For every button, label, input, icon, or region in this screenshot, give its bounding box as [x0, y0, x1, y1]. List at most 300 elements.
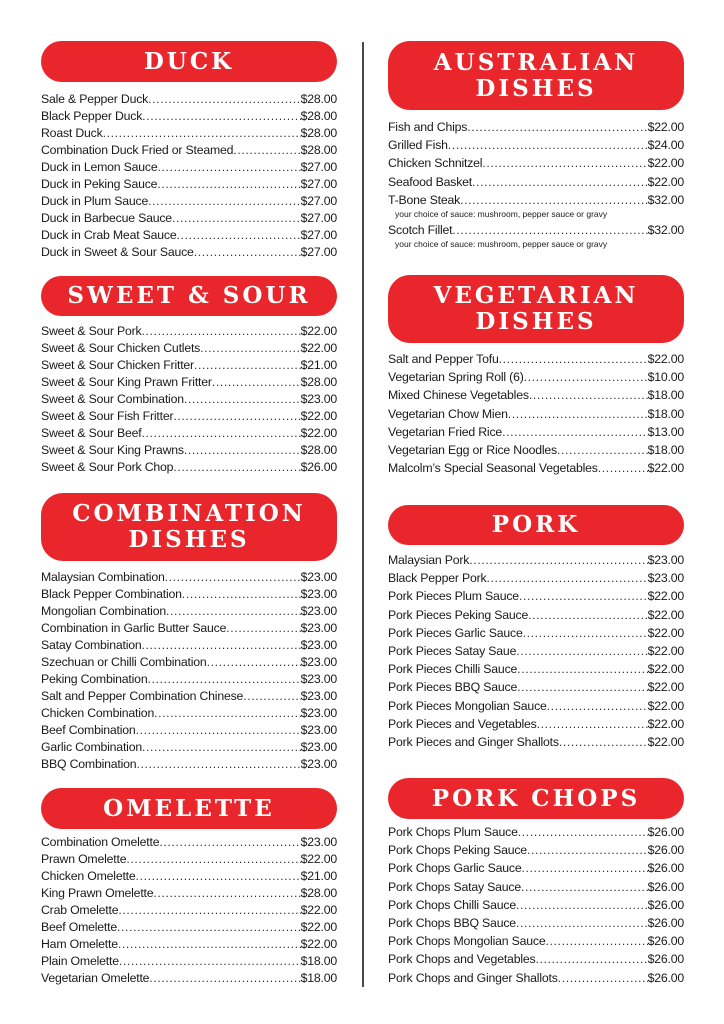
item-name: Black Pepper Combination: [41, 587, 182, 601]
dot-leader: [184, 442, 301, 459]
item-name: Duck in Sweet & Sour Sauce: [41, 245, 194, 259]
item-price: $22.00: [647, 698, 684, 713]
dot-leader: [233, 142, 300, 159]
item-price: $28.00: [300, 92, 337, 106]
menu-item: [41, 357, 337, 374]
menu-item: [388, 191, 684, 209]
menu-item: [41, 739, 337, 756]
item-name: Pork Chops BBQ Sauce: [388, 915, 516, 930]
menu-item: [388, 386, 684, 404]
item-price: $28.00: [300, 109, 337, 123]
item-price: $22.00: [647, 174, 684, 189]
section-banner-pork: [388, 505, 684, 545]
menu-item: [388, 823, 684, 841]
dot-leader: [212, 374, 301, 391]
dot-leader: [537, 715, 648, 733]
dot-leader: [226, 620, 300, 637]
item-list: [388, 350, 684, 477]
menu-item: [41, 408, 337, 425]
item-price: $18.00: [647, 388, 684, 403]
item-name: Pork Chops and Ginger Shallots: [388, 970, 558, 985]
dot-leader: [103, 125, 301, 142]
item-price: $23.00: [647, 571, 684, 586]
item-name: Vegetarian Omelette: [41, 971, 150, 985]
dot-leader: [207, 654, 301, 671]
menu-item: [41, 953, 337, 970]
menu-item: [388, 606, 684, 624]
item-name: Sweet & Sour Pork: [41, 324, 142, 338]
menu-item: [388, 841, 684, 859]
section-title: AUSTRALIAN: [433, 48, 639, 76]
dot-leader: [172, 210, 301, 227]
menu-item: [388, 914, 684, 932]
item-name: Ham Omelette: [41, 937, 118, 951]
item-name: Black Pepper Duck: [41, 109, 143, 123]
item-name: Sweet & Sour Chicken Fritter: [41, 358, 194, 372]
dot-leader: [184, 391, 301, 408]
dot-leader: [136, 722, 301, 739]
item-name: Satay Combination: [41, 638, 142, 652]
item-name: Salt and Pepper Tofu: [388, 352, 499, 366]
item-name: Black Pepper Pork: [388, 571, 487, 586]
item-price: $23.00: [300, 570, 337, 584]
item-price: $22.00: [300, 920, 337, 934]
item-name: Pork Chops Peking Sauce: [388, 843, 527, 858]
item-price: $21.00: [300, 358, 337, 372]
dot-leader: [558, 969, 648, 987]
menu-item: [41, 722, 337, 739]
item-name: Pork Pieces Chilli Sauce: [388, 662, 518, 677]
item-price: $22.00: [300, 324, 337, 338]
menu-item: [41, 210, 337, 227]
dot-leader: [472, 173, 648, 191]
section-banner-sweet-sour: [41, 276, 337, 316]
menu-item: [388, 660, 684, 678]
item-price: $32.00: [647, 192, 684, 207]
item-name: Duck in Crab Meat Sauce: [41, 228, 177, 242]
menu-item: [41, 108, 337, 125]
column-divider: [362, 42, 364, 987]
menu-item: [41, 91, 337, 108]
dot-leader: [142, 323, 301, 340]
menu-item: [41, 159, 337, 176]
section-title: VEGETARIAN: [433, 282, 639, 309]
item-price: $23.00: [300, 587, 337, 601]
menu-item: [388, 896, 684, 914]
item-name: Roast Duck: [41, 126, 103, 140]
item-price: $26.00: [300, 460, 337, 474]
item-price: $27.00: [300, 160, 337, 174]
item-name: Plain Omelette: [41, 954, 119, 968]
dot-leader: [546, 932, 648, 950]
item-name: King Prawn Omelette: [41, 886, 154, 900]
item-name: Duck in Peking Sauce: [41, 177, 158, 191]
item-price: $21.00: [300, 869, 337, 883]
section-banner-omelette: [41, 788, 337, 829]
menu-item: [41, 425, 337, 442]
item-price: $27.00: [300, 245, 337, 259]
item-name: Vegetarian Egg or Rice Noodles: [388, 442, 557, 457]
item-list: [41, 834, 337, 987]
item-name: Chicken Combination: [41, 706, 155, 720]
item-price: $22.00: [647, 607, 684, 622]
item-price: $26.00: [647, 970, 684, 985]
dot-leader: [516, 896, 648, 914]
item-name: Vegetarian Chow Mien: [388, 406, 508, 421]
menu-item: [41, 637, 337, 654]
item-price: $26.00: [647, 934, 684, 949]
menu-item: [41, 834, 337, 851]
dot-leader: [142, 739, 301, 756]
menu-item: [388, 697, 684, 715]
item-price: $26.00: [647, 843, 684, 858]
item-list: [41, 323, 337, 476]
section-title: SWEET & SOUR: [67, 282, 311, 309]
item-name: Prawn Omelette: [41, 852, 127, 866]
item-price: $28.00: [300, 443, 337, 457]
section-duck: [41, 41, 337, 261]
menu-item: [41, 193, 337, 210]
item-price: $22.00: [647, 716, 684, 731]
section-pork-chops: [388, 778, 684, 987]
dot-leader: [148, 91, 300, 108]
item-price: $22.00: [647, 461, 684, 476]
dot-leader: [119, 953, 301, 970]
item-name: Peking Combination: [41, 672, 148, 686]
item-price: $27.00: [300, 194, 337, 208]
menu-item: [388, 715, 684, 733]
dot-leader: [126, 851, 300, 868]
item-name: Malaysian Combination: [41, 570, 165, 584]
menu-item: [41, 374, 337, 391]
item-price: $28.00: [300, 886, 337, 900]
item-name: Malaysian Pork: [388, 553, 470, 567]
dot-leader: [118, 936, 301, 953]
item-price: $22.00: [647, 734, 684, 749]
menu-item: [41, 620, 337, 637]
item-price: $23.00: [300, 723, 337, 737]
item-price: $26.00: [647, 825, 684, 839]
menu-item: [41, 688, 337, 705]
menu-item: [388, 441, 684, 459]
menu-item: [41, 654, 337, 671]
dot-leader: [118, 902, 300, 919]
item-name: Duck in Barbecue Sauce: [41, 211, 172, 225]
section-banner-pork-chops: [388, 778, 684, 819]
section-title: DISHES: [475, 308, 597, 335]
item-price: $28.00: [300, 375, 337, 389]
section-omelette: [41, 788, 337, 987]
dot-leader: [528, 606, 647, 624]
section-title: DUCK: [143, 47, 235, 75]
dot-leader: [521, 878, 648, 896]
menu-item: [388, 642, 684, 660]
dot-leader: [557, 441, 648, 459]
item-name: Sweet & Sour Chicken Cutlets: [41, 341, 201, 355]
item-price: $18.00: [647, 442, 684, 457]
dot-leader: [154, 705, 300, 722]
section-sweet-sour: [41, 276, 337, 476]
menu-item: [41, 176, 337, 193]
menu-item: [41, 902, 337, 919]
item-price: $23.00: [300, 672, 337, 686]
item-name: Beef Omelette: [41, 920, 118, 934]
item-price: $22.00: [647, 643, 684, 658]
menu-item: [388, 678, 684, 696]
item-price: $18.00: [300, 954, 337, 968]
item-name: Pork Pieces Plum Sauce: [388, 589, 519, 604]
item-name: Fish and Chips: [388, 120, 468, 134]
section-pork: [388, 505, 684, 751]
item-name: Pork Pieces and Vegetables: [388, 716, 537, 731]
item-price: $13.00: [647, 424, 684, 439]
dot-leader: [182, 586, 301, 603]
dot-leader: [166, 603, 301, 620]
item-name: Crab Omelette: [41, 903, 119, 917]
item-price: $22.00: [300, 852, 337, 866]
menu-item: [41, 936, 337, 953]
menu-item: [41, 705, 337, 722]
item-name: Scotch Fillet: [388, 222, 453, 237]
menu-item: [41, 569, 337, 586]
dot-leader: [147, 671, 300, 688]
dot-leader: [524, 368, 648, 386]
item-price: $26.00: [647, 897, 684, 912]
menu-item: [388, 459, 684, 477]
item-price: $22.00: [647, 352, 684, 366]
item-list: [388, 823, 684, 987]
menu-item: [41, 125, 337, 142]
dot-leader: [467, 118, 647, 136]
dot-leader: [177, 227, 301, 244]
item-price: $22.00: [300, 426, 337, 440]
item-name: Sale & Pepper Duck: [41, 92, 149, 106]
item-name: Pork Pieces Garlic Sauce: [388, 625, 523, 640]
item-name: Sweet & Sour Pork Chop: [41, 460, 174, 474]
dot-leader: [136, 868, 301, 885]
item-name: Pork Pieces Peking Sauce: [388, 607, 529, 622]
item-price: $23.00: [300, 740, 337, 754]
item-price: $26.00: [647, 915, 684, 930]
menu-item: [41, 919, 337, 936]
item-price: $22.00: [647, 156, 684, 171]
menu-item: [388, 118, 684, 136]
item-price: $28.00: [300, 126, 337, 140]
item-name: Beef Combination: [41, 723, 136, 737]
dot-leader: [527, 841, 648, 859]
section-title: PORK CHOPS: [431, 784, 641, 812]
menu-item: [41, 603, 337, 620]
dot-leader: [516, 642, 647, 660]
dot-leader: [142, 637, 301, 654]
item-price: $23.00: [300, 392, 337, 406]
dot-leader: [117, 919, 301, 936]
item-price: $18.00: [300, 971, 337, 985]
section-banner-combination: [41, 493, 337, 561]
dot-leader: [486, 569, 647, 587]
dot-leader: [148, 193, 300, 210]
dot-leader: [517, 660, 647, 678]
item-name: Salt and Pepper Combination Chinese: [41, 689, 244, 703]
item-name: Pork Chops Chilli Sauce: [388, 897, 516, 912]
menu-item: [388, 932, 684, 950]
dot-leader: [243, 688, 300, 705]
section-combination: [41, 493, 337, 773]
menu-item: [41, 851, 337, 868]
item-price: $26.00: [647, 952, 684, 967]
menu-item: [388, 350, 684, 368]
menu-item: [41, 323, 337, 340]
item-price: $18.00: [647, 406, 684, 421]
dot-leader: [499, 350, 648, 368]
item-price: $23.00: [300, 835, 337, 849]
item-name: Pork Pieces BBQ Sauce: [388, 680, 518, 695]
item-name: Sweet & Sour King Prawn Fritter: [41, 375, 212, 389]
menu-item: [41, 586, 337, 603]
menu-item: [388, 733, 684, 751]
item-price: $28.00: [300, 143, 337, 157]
item-name: Pork Pieces Satay Saue: [388, 643, 517, 658]
item-note: your choice of sauce: mushroom, pepper sauce or gravy: [395, 239, 608, 250]
item-name: Mongolian Combination: [41, 604, 166, 618]
item-name: Sweet & Sour Fish Fritter: [41, 409, 174, 423]
item-name: Pork Pieces Mongolian Sauce: [388, 698, 547, 713]
section-australian: [388, 41, 684, 251]
item-name: Sweet & Sour Combination: [41, 392, 184, 406]
item-name: Pork Chops Plum Sauce: [388, 825, 518, 839]
item-name: Szechuan or Chilli Combination: [41, 655, 207, 669]
section-title: DISHES: [475, 74, 597, 102]
menu-item: [41, 868, 337, 885]
section-banner-australian: [388, 41, 684, 110]
menu-item: [388, 624, 684, 642]
dot-leader: [460, 191, 647, 209]
menu-item: [388, 587, 684, 605]
item-name: Vegetarian Spring Roll (6): [388, 370, 524, 385]
item-price: $23.00: [300, 655, 337, 669]
item-name: T-Bone Steak: [388, 192, 461, 207]
dot-leader: [518, 823, 648, 841]
item-price: $26.00: [647, 861, 684, 876]
menu-item: [388, 368, 684, 386]
section-title: COMBINATION: [72, 500, 306, 527]
section-banner-vegetarian: [388, 275, 684, 343]
item-name: Garlic Combination: [41, 740, 142, 754]
dot-leader: [535, 950, 647, 968]
dot-leader: [502, 423, 648, 441]
item-list: [388, 118, 684, 251]
item-name: Sweet & Sour Beef: [41, 426, 142, 440]
dot-leader: [482, 154, 647, 172]
dot-leader: [173, 408, 300, 425]
menu-item: [41, 459, 337, 476]
menu-item: [388, 405, 684, 423]
item-price: $27.00: [300, 177, 337, 191]
item-price: $22.00: [647, 120, 684, 134]
dot-leader: [523, 624, 648, 642]
dot-leader: [153, 885, 300, 902]
menu-item: [388, 154, 684, 172]
dot-leader: [448, 136, 648, 154]
menu-item: [41, 970, 337, 987]
item-list: [388, 551, 684, 751]
item-price: $22.00: [647, 662, 684, 677]
dot-leader: [508, 405, 648, 423]
item-name: Mixed Chinese Vegetables: [388, 388, 529, 403]
menu-item: [41, 244, 337, 261]
item-name: Pork Chops Satay Sauce: [388, 879, 521, 894]
menu-item: [388, 136, 684, 154]
item-name: Duck in Lemon Sauce: [41, 160, 158, 174]
menu-item: [41, 671, 337, 688]
item-price: $23.00: [647, 553, 684, 567]
item-price: $27.00: [300, 228, 337, 242]
item-list: [41, 569, 337, 773]
menu-item: [41, 442, 337, 459]
dot-leader: [165, 569, 301, 586]
dot-leader: [173, 459, 300, 476]
item-name: Pork Pieces and Ginger Shallots: [388, 734, 559, 749]
item-name: Vegetarian Fried Rice: [388, 424, 503, 439]
dot-leader: [519, 587, 648, 605]
dot-leader: [559, 733, 648, 751]
section-title: DISHES: [128, 526, 250, 553]
menu-item: [388, 551, 684, 569]
item-price: $23.00: [300, 621, 337, 635]
item-name: Pork Chops and Vegetables: [388, 952, 536, 967]
item-price: $22.00: [300, 937, 337, 951]
item-name: Duck in Plum Sauce: [41, 194, 149, 208]
item-price: $10.00: [647, 370, 684, 385]
item-price: $22.00: [300, 903, 337, 917]
item-note: your choice of sauce: mushroom, pepper sauce or gravy: [395, 208, 608, 219]
item-name: Pork Chops Garlic Sauce: [388, 861, 522, 876]
dot-leader: [598, 459, 648, 477]
section-vegetarian: [388, 275, 684, 477]
item-price: $23.00: [300, 706, 337, 720]
menu-item: [41, 391, 337, 408]
dot-leader: [194, 357, 301, 374]
dot-leader: [158, 159, 301, 176]
item-name: Grilled Fish: [388, 138, 448, 153]
dot-leader: [469, 551, 647, 569]
item-name: Sweet & Sour King Prawns: [41, 443, 184, 457]
menu-item: [388, 173, 684, 191]
item-name: Chicken Schnitzel: [388, 156, 483, 171]
menu-item: [388, 221, 684, 239]
item-price: $23.00: [300, 638, 337, 652]
dot-leader: [452, 221, 647, 239]
dot-leader: [157, 176, 300, 193]
menu-item: [388, 950, 684, 968]
menu-item: [388, 569, 684, 587]
dot-leader: [142, 425, 301, 442]
menu-item: [41, 142, 337, 159]
item-price: $32.00: [647, 222, 684, 237]
item-list: [41, 91, 337, 261]
item-name: Malcolm’s Special Seasonal Vegetables: [388, 461, 598, 476]
item-name: Combination Duck Fried or Steamed: [41, 143, 234, 157]
item-name: BBQ Combination: [41, 757, 137, 771]
dot-leader: [142, 108, 300, 125]
item-price: $22.00: [647, 589, 684, 604]
menu-item: [41, 756, 337, 773]
item-name: Combination Omelette: [41, 835, 160, 849]
dot-leader: [521, 859, 647, 877]
menu-item: [388, 969, 684, 987]
dot-leader: [136, 756, 300, 773]
dot-leader: [516, 914, 648, 932]
